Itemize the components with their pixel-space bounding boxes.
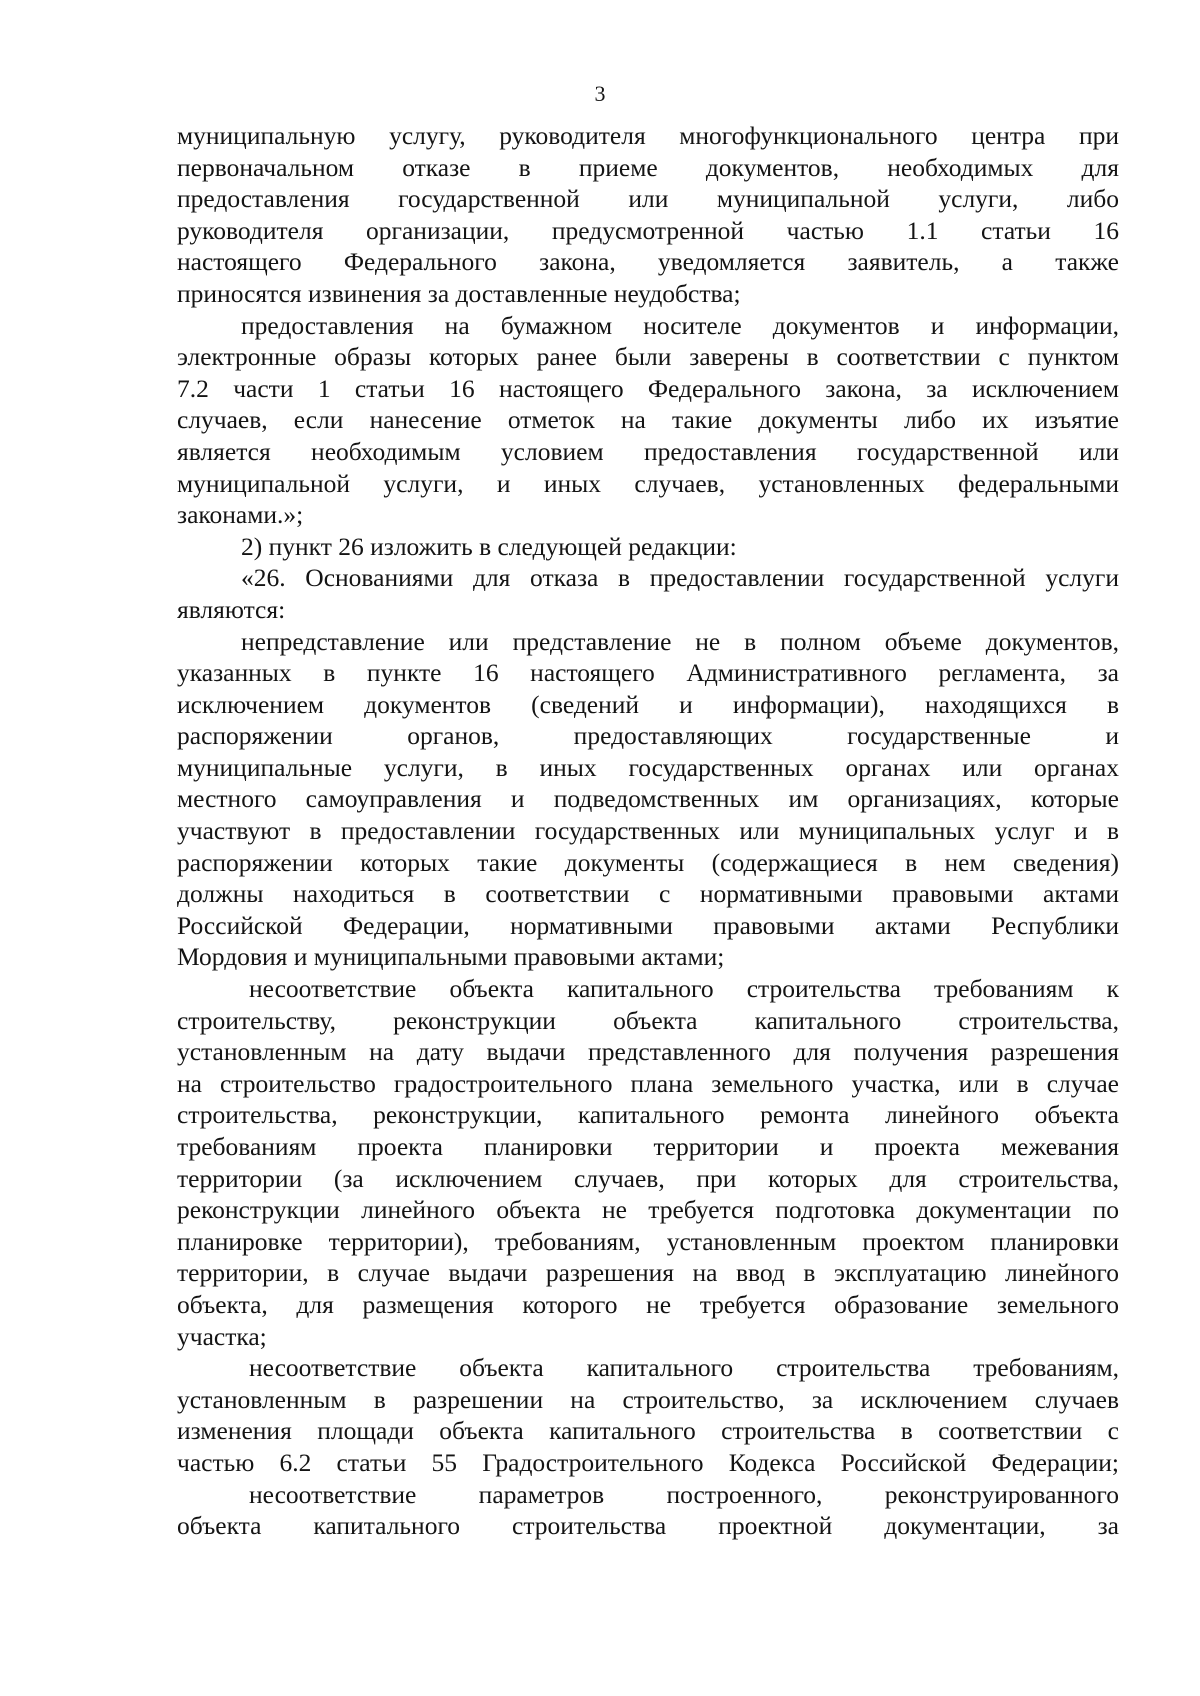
text-line: распоряжении органов, предоставляющих государственные и (177, 721, 1119, 751)
text-line: установленным на дату выдачи представленного для получения разрешения (177, 1037, 1119, 1067)
text-line: «26. Основаниями для отказа в предоставлении государственной услуги (241, 563, 1119, 593)
text-line: требованиям проекта планировки территории и проекта межевания (177, 1132, 1119, 1161)
text-line: несоответствие объекта капитального строительства требованиям к (249, 974, 1119, 1004)
text-line: изменения площади объекта капитального строительства в соответствии с (177, 1416, 1119, 1446)
text-line: муниципальную услугу, руководителя многофункционального центра при (177, 121, 1119, 150)
document-body (177, 120, 1119, 1542)
text-line: исключением документов (сведений и информации), находящихся в (177, 689, 1119, 719)
text-line: реконструкции линейного объекта не требуется подготовка документации по (177, 1195, 1119, 1225)
text-line: непредставление или представление не в полном объеме документов, (241, 626, 1119, 656)
text-line: предоставления на бумажном носителе документов и информации, (241, 310, 1119, 340)
text-line: участка; (177, 1321, 267, 1351)
text-line: электронные образы которых ранее были заверены в соответствии с пунктом (177, 342, 1119, 372)
text-line: указанных в пункте 16 настоящего Административного регламента, за (177, 658, 1119, 688)
text-line: частью 6.2 статьи 55 Градостроительного Кодекса Российской Федерации; (177, 1447, 1119, 1477)
text-line: объекта капитального строительства проектной документации, за (177, 1511, 1119, 1541)
text-line: объекта, для размещения которого не требуется образование земельного (177, 1289, 1119, 1319)
text-line: распоряжении которых такие документы (содержащиеся в нем сведения) (177, 847, 1119, 877)
text-line: 7.2 части 1 статьи 16 настоящего Федерального закона, за исключением (177, 373, 1119, 403)
text-line: руководителя организации, предусмотренной частью 1.1 статьи 16 (177, 215, 1119, 245)
text-line: несоответствие объекта капитального строительства требованиям, (249, 1353, 1119, 1383)
text-line: Мордовия и муниципальными правовыми актами; (177, 942, 725, 972)
text-line: на строительство градостроительного плана земельного участка, или в случае (177, 1068, 1119, 1098)
text-line: приносятся извинения за доставленные неудобства; (177, 278, 741, 308)
text-line: настоящего Федерального закона, уведомляется заявитель, а также (177, 247, 1119, 277)
text-line: законами.»; (177, 500, 304, 530)
text-line: Российской Федерации, нормативными правовыми актами Республики (177, 910, 1119, 940)
text-line: 2) пункт 26 изложить в следующей редакции: (241, 531, 737, 561)
text-line: является необходимым условием предоставления государственной или (177, 436, 1119, 466)
text-line: территории (за исключением случаев, при которых для строительства, (177, 1163, 1119, 1193)
text-line: случаев, если нанесение отметок на такие документы либо их изъятие (177, 405, 1119, 435)
text-line: являются: (177, 594, 286, 624)
text-line: местного самоуправления и подведомственных им организациях, которые (177, 784, 1119, 814)
text-line: участвуют в предоставлении государственных или муниципальных услуг и в (177, 816, 1119, 846)
text-line: строительству, реконструкции объекта капитального строительства, (177, 1005, 1119, 1035)
text-line: установленным в разрешении на строительство, за исключением случаев (177, 1384, 1119, 1414)
text-line: муниципальные услуги, в иных государственных органах или органах (177, 752, 1119, 782)
text-line: планировке территории), требованиям, установленным проектом планировки (177, 1226, 1119, 1256)
text-line: территории, в случае выдачи разрешения на ввод в эксплуатацию линейного (177, 1258, 1119, 1288)
text-line: несоответствие параметров построенного, реконструированного (249, 1479, 1119, 1509)
text-line: должны находиться в соответствии с нормативными правовыми актами (177, 879, 1119, 909)
text-line: муниципальной услуги, и иных случаев, установленных федеральными (177, 468, 1119, 498)
text-line: первоначальном отказе в приеме документов, необходимых для (177, 152, 1119, 182)
text-line: строительства, реконструкции, капитального ремонта линейного объекта (177, 1100, 1119, 1130)
text-line: предоставления государственной или муниципальной услуги, либо (177, 184, 1119, 214)
page-number: 3 (594, 81, 606, 106)
